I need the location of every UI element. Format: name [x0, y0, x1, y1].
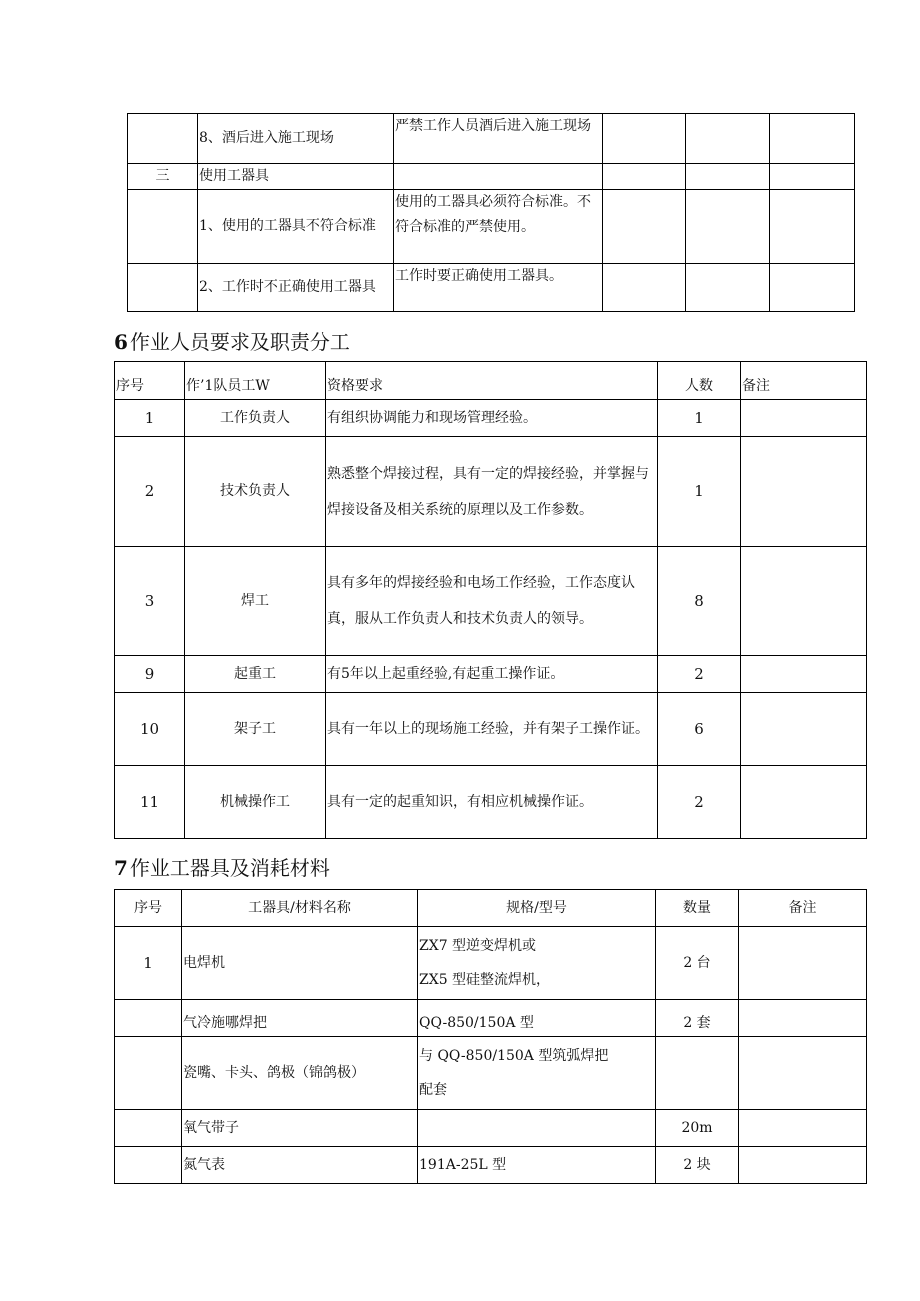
- row-number: [115, 1147, 182, 1184]
- table-row: [128, 190, 855, 264]
- quantity: 2 套: [656, 1000, 739, 1037]
- personnel-table: [114, 361, 867, 839]
- table-row: [115, 1147, 867, 1184]
- tool-name: 瓷嘴、卡头、鸽极（锦鸽极）: [182, 1037, 418, 1110]
- requirement: 具有一定的起重知识，有相应机械操作证。: [326, 766, 658, 839]
- row-number: 10: [115, 693, 185, 766]
- row-number: 1: [115, 400, 185, 437]
- requirement: 有组织协调能力和现场管理经验。: [326, 400, 658, 437]
- count: 1: [658, 400, 741, 437]
- table-header-row: [115, 362, 867, 400]
- requirement: 熟悉整个焊接过程，具有一定的焊接经验，并掌握与焊接设备及相关系统的原理以及工作参数。: [326, 437, 658, 547]
- col-header-qty: 数量: [656, 890, 739, 927]
- requirement: 具有多年的焊接经验和电场工作经验，工作态度认真，服从工作负责人和技术负责人的领导。: [326, 547, 658, 656]
- spec: 191A-25L 型: [418, 1147, 656, 1184]
- table-row: [128, 164, 855, 190]
- table-row: [115, 927, 867, 1000]
- table-row: [115, 1037, 867, 1110]
- section-title: 作业人员要求及职责分工: [129, 330, 350, 354]
- spec: [418, 1110, 656, 1147]
- count: 1: [658, 437, 741, 547]
- requirement: 有5年以上起重经验,有起重工操作证。: [326, 656, 658, 693]
- col-header-spec: 规格/型号: [418, 890, 656, 927]
- table-row: [128, 114, 855, 164]
- row-number: 3: [115, 547, 185, 656]
- role: 起重工: [185, 656, 326, 693]
- col-header-no: 序号: [115, 890, 182, 927]
- col-header-no: 序号: [115, 362, 185, 400]
- section-7-heading: [114, 852, 330, 881]
- spec: 与 QQ-850/150A 型筑弧焊把 配套: [418, 1037, 656, 1110]
- row-number: [128, 114, 198, 164]
- table-row: [115, 1000, 867, 1037]
- hazard-item: 2、工作时不正确使用工器具: [198, 264, 394, 312]
- tool-name: 氮气表: [182, 1147, 418, 1184]
- table-header-row: [115, 890, 867, 927]
- requirement: 具有一年以上的现场施工经验，并有架子工操作证。: [326, 693, 658, 766]
- control-measure: 严禁工作人员酒后进入施工现场: [394, 114, 603, 164]
- table-row: [115, 1110, 867, 1147]
- col-header-note: 备注: [739, 890, 867, 927]
- control-measure: [394, 164, 603, 190]
- count: 6: [658, 693, 741, 766]
- count: 2: [658, 656, 741, 693]
- col-header-name: 工器具/材料名称: [182, 890, 418, 927]
- table-row: [115, 656, 867, 693]
- spec: ZX7 型逆变焊机或 ZX5 型硅整流焊机，: [418, 927, 656, 1000]
- tool-name: 电焊机: [182, 927, 418, 1000]
- row-number: [115, 1037, 182, 1110]
- tools-table: [114, 889, 867, 1184]
- table-row: [115, 400, 867, 437]
- row-number: [115, 1000, 182, 1037]
- col-header-role: 作’1队员工W: [185, 362, 326, 400]
- row-number: [128, 264, 198, 312]
- col-header-requirement: 资格要求: [326, 362, 658, 400]
- role: 工作负责人: [185, 400, 326, 437]
- row-number: 1: [115, 927, 182, 1000]
- role: 技术负责人: [185, 437, 326, 547]
- tool-name: 气冷施哪焊把: [182, 1000, 418, 1037]
- count: 2: [658, 766, 741, 839]
- quantity: [656, 1037, 739, 1110]
- hazard-item: 8、酒后进入施工现场: [198, 114, 394, 164]
- control-measure: 工作时要正确使用工器具。: [394, 264, 603, 312]
- row-number: 9: [115, 656, 185, 693]
- table-row: [115, 693, 867, 766]
- section-number: 6: [114, 330, 128, 354]
- role: 焊工: [185, 547, 326, 656]
- quantity: 2 块: [656, 1147, 739, 1184]
- tool-name: 氧气带子: [182, 1110, 418, 1147]
- count: 8: [658, 547, 741, 656]
- table-row: [115, 547, 867, 656]
- table-row: [128, 264, 855, 312]
- hazard-item: 使用工器具: [198, 164, 394, 190]
- control-measure: 使用的工器具必须符合标准。不符合标准的严禁使用。: [394, 190, 603, 264]
- hazard-item: 1、使用的工器具不符合标准: [198, 190, 394, 264]
- role: 架子工: [185, 693, 326, 766]
- section-title: 作业工器具及消耗材料: [129, 856, 330, 880]
- section-number: 7: [114, 856, 128, 880]
- row-number: [115, 1110, 182, 1147]
- role: 机械操作工: [185, 766, 326, 839]
- row-number: [128, 190, 198, 264]
- row-number: 11: [115, 766, 185, 839]
- spec: QQ-850/150A 型: [418, 1000, 656, 1037]
- col-header-count: 人数: [658, 362, 741, 400]
- quantity: 2 台: [656, 927, 739, 1000]
- section-6-heading: [114, 326, 350, 355]
- table-row: [115, 437, 867, 547]
- row-number: 三: [128, 164, 198, 190]
- row-number: 2: [115, 437, 185, 547]
- table-row: [115, 766, 867, 839]
- col-header-note: 备注: [741, 362, 867, 400]
- quantity: 20m: [656, 1110, 739, 1147]
- hazard-table: [127, 113, 855, 312]
